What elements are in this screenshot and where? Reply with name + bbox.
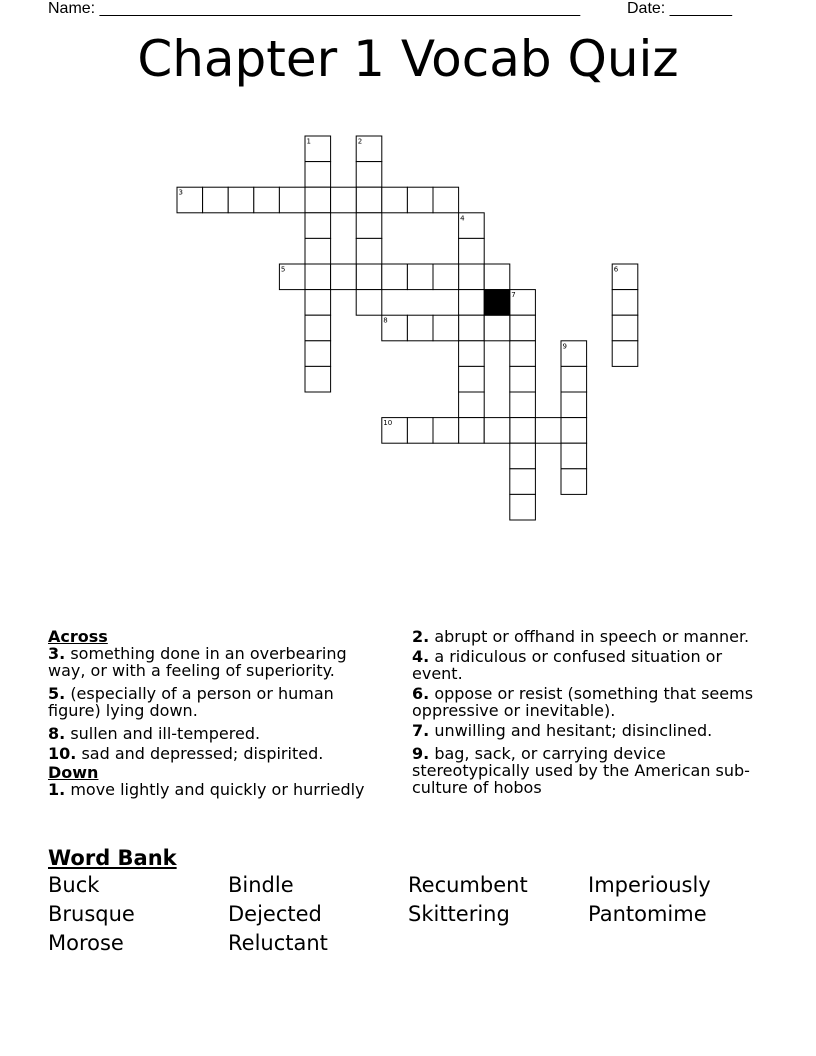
grid-cell-shaded (484, 290, 510, 316)
grid-cell (254, 187, 280, 213)
grid-cell (484, 264, 510, 290)
grid-cell (228, 187, 254, 213)
word-bank-item: Bindle (228, 873, 294, 897)
grid-cell (203, 187, 229, 213)
grid-cell (356, 187, 382, 213)
clue-number: 2. (412, 627, 430, 646)
word-bank-item: Morose (48, 931, 124, 955)
clue-number: 6. (412, 684, 430, 703)
clue-number-label: 6 (613, 265, 619, 274)
grid-cell (356, 162, 382, 188)
grid-cell (382, 264, 408, 290)
grid-cell (484, 418, 510, 444)
grid-cell (510, 392, 536, 418)
grid-cell (561, 366, 587, 392)
grid-cell (510, 341, 536, 367)
clue-across-10 (48, 745, 378, 762)
grid-cell (433, 315, 459, 341)
grid-cell (612, 290, 638, 316)
grid-cell (305, 162, 331, 188)
clue-number: 1. (48, 780, 66, 799)
grid-cell (433, 187, 459, 213)
clue-across-3 (48, 645, 378, 679)
grid-cell (459, 264, 485, 290)
name-line: Name: ______________________________________________________ (48, 0, 581, 17)
grid-cell (561, 392, 587, 418)
grid-cell (510, 366, 536, 392)
clue-number: 9. (412, 744, 430, 763)
grid-cell (305, 341, 331, 367)
grid-cell (459, 418, 485, 444)
word-bank-item: Recumbent (408, 873, 528, 897)
grid-cell (407, 418, 433, 444)
clue-down-9 (412, 745, 757, 796)
grid-cell (510, 443, 536, 469)
clue-number-label: 1 (306, 137, 311, 146)
grid-cell (331, 264, 357, 290)
grid-cell (356, 213, 382, 239)
clue-number: 8. (48, 724, 66, 743)
clue-number: 5. (48, 684, 66, 703)
grid-cell (433, 418, 459, 444)
grid-cell (382, 187, 408, 213)
clue-across-8 (48, 725, 378, 742)
clue-number: 10. (48, 744, 77, 763)
word-bank-item: Brusque (48, 902, 135, 926)
grid-cell (510, 494, 536, 520)
clue-number-label: 7 (511, 291, 516, 300)
clue-text: move lightly and quickly or hurriedly (70, 780, 365, 799)
across-heading: Across (48, 627, 108, 646)
clue-number-label: 3 (178, 188, 183, 197)
clue-down-6 (412, 685, 757, 719)
clue-number-label: 5 (280, 265, 286, 274)
word-bank-item: Skittering (408, 902, 510, 926)
grid-cell (510, 469, 536, 495)
grid-cell (484, 315, 510, 341)
clues-right-column (412, 628, 757, 802)
grid-cell (561, 469, 587, 495)
word-bank-item: Buck (48, 873, 100, 897)
grid-cell (356, 238, 382, 264)
grid-cell (279, 187, 305, 213)
grid-cell (459, 290, 485, 316)
grid-cell (407, 187, 433, 213)
word-bank (48, 873, 768, 955)
clue-across-5 (48, 685, 378, 719)
grid-cell (561, 418, 587, 444)
grid-cell (356, 264, 382, 290)
grid-cell (535, 418, 561, 444)
clue-down-1 (48, 781, 378, 798)
clue-text: sullen and ill-tempered. (70, 724, 261, 743)
clue-text: a ridiculous or confused situation or event. (412, 647, 723, 683)
grid-cell (407, 264, 433, 290)
clue-text: abrupt or offhand in speech or manner. (434, 627, 750, 646)
clue-number-label: 8 (383, 316, 388, 325)
clue-number-label: 10 (383, 419, 393, 428)
clue-down-4 (412, 648, 757, 682)
clue-text: sad and depressed; dispirited. (81, 744, 324, 763)
page-title: Chapter 1 Vocab Quiz (137, 30, 679, 88)
grid-cell (305, 290, 331, 316)
clue-down-2 (412, 628, 757, 645)
clue-text: (especially of a person or human figure) lying down. (48, 684, 334, 720)
grid-cell (331, 187, 357, 213)
grid-cell (305, 187, 331, 213)
grid-cell (612, 341, 638, 367)
clue-number: 7. (412, 721, 430, 740)
grid-cell (459, 341, 485, 367)
grid-cell (407, 315, 433, 341)
word-bank-item: Imperiously (588, 873, 711, 897)
clue-number-label: 2 (357, 137, 363, 146)
grid-cell (612, 315, 638, 341)
clue-number-label: 9 (562, 342, 567, 351)
word-bank-item: Pantomime (588, 902, 707, 926)
word-bank-item: Reluctant (228, 931, 328, 955)
grid-cell (305, 213, 331, 239)
clue-text: something done in an overbearing way, or with a feeling of superiority. (48, 644, 347, 680)
grid-cell (433, 264, 459, 290)
clues-left-column (48, 628, 378, 804)
grid-cell (561, 443, 587, 469)
clue-down-7 (412, 722, 757, 739)
grid-cell (459, 392, 485, 418)
date-line: Date: _______ (627, 0, 732, 17)
clue-number-label: 4 (460, 214, 465, 223)
word-bank-item: Dejected (228, 902, 322, 926)
grid-cell (459, 366, 485, 392)
clue-text: unwilling and hesitant; disinclined. (434, 721, 713, 740)
grid-cell (305, 315, 331, 341)
clue-number: 4. (412, 647, 430, 666)
grid-cell (459, 238, 485, 264)
grid-cell (459, 315, 485, 341)
down-heading: Down (48, 763, 99, 782)
grid-cell (305, 366, 331, 392)
grid-cell (510, 418, 536, 444)
clue-number: 3. (48, 644, 66, 663)
clue-text: bag, sack, or carrying device stereotypically used by the American sub-culture of hobos (412, 744, 750, 797)
grid-cell (510, 315, 536, 341)
grid-cell (356, 290, 382, 316)
grid-cell (305, 264, 331, 290)
grid-cell (305, 238, 331, 264)
clue-text: oppose or resist (something that seems oppressive or inevitable). (412, 684, 754, 720)
word-bank-title: Word Bank (48, 846, 177, 870)
